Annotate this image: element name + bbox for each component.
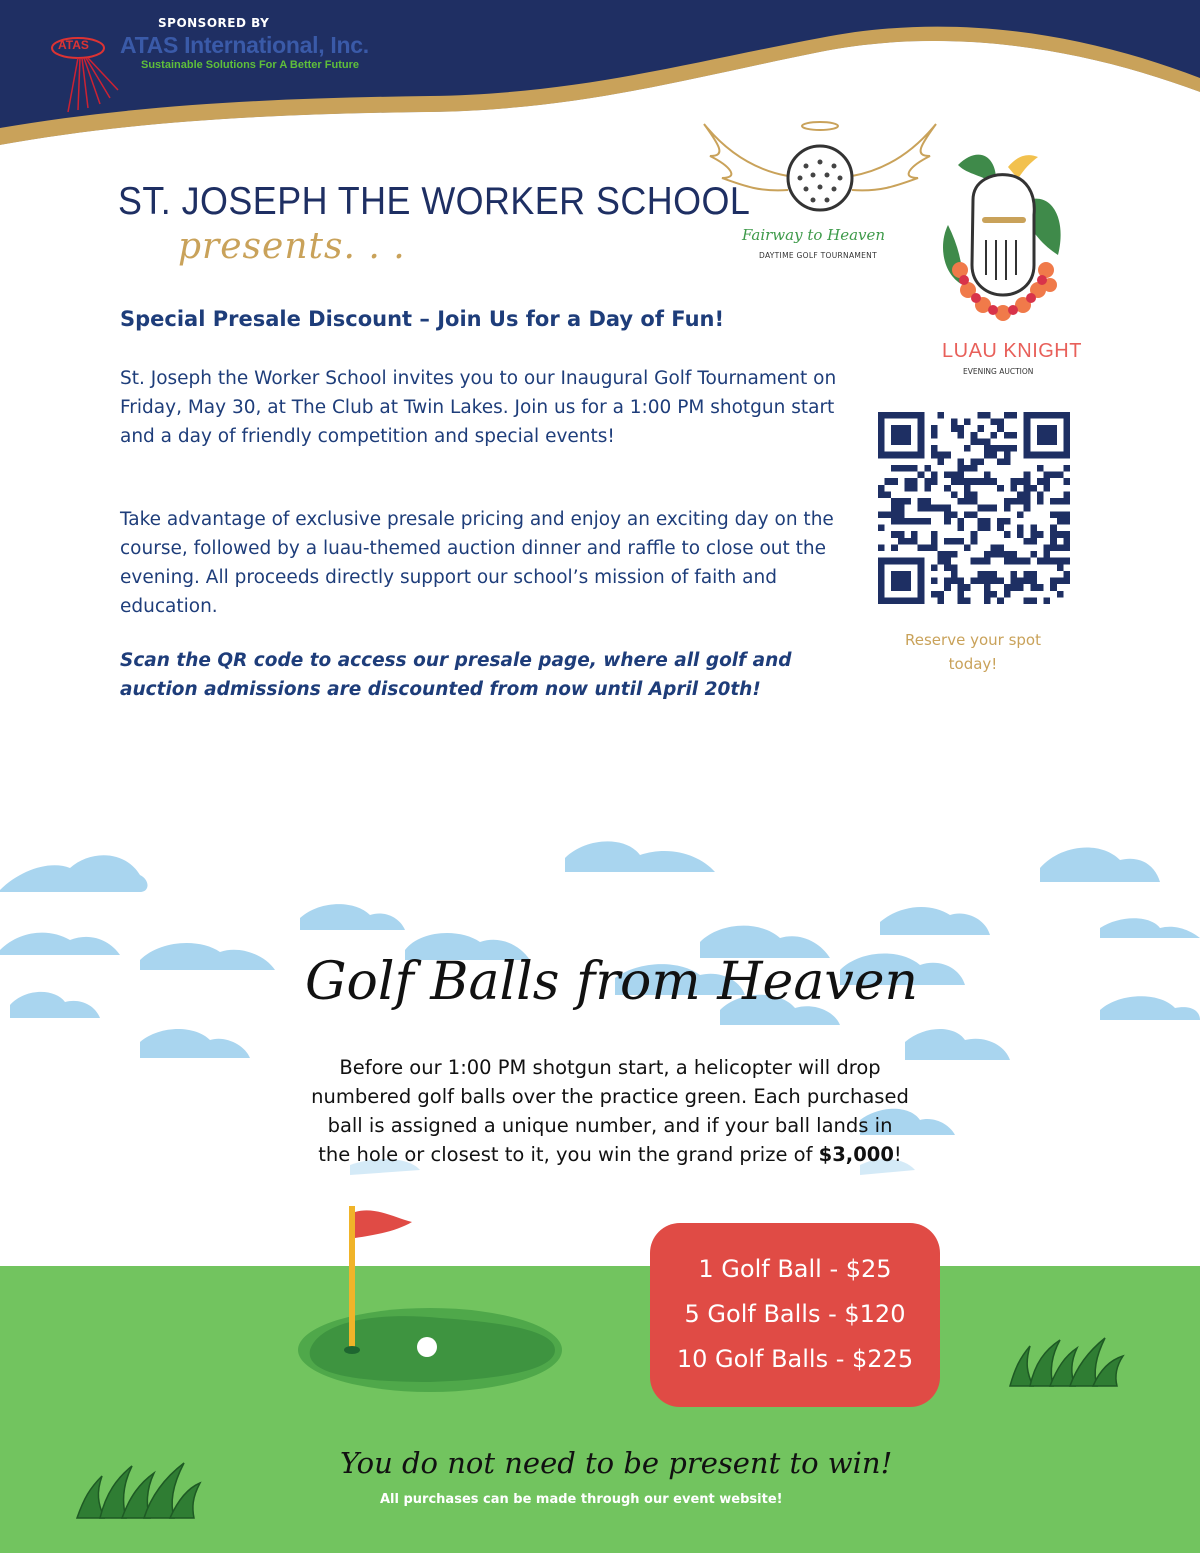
sponsor-tagline: Sustainable Solutions For A Better Future (141, 59, 359, 71)
price-5-balls[interactable]: 5 Golf Balls - $120 (684, 1300, 906, 1328)
grand-prize: $3,000 (818, 1143, 894, 1166)
grass-tuft-icon (1005, 1328, 1125, 1388)
price-1-ball[interactable]: 1 Golf Ball - $25 (698, 1255, 892, 1283)
grass-tuft-icon (72, 1448, 202, 1520)
fairway-logo-title: Fairway to Heaven (742, 226, 886, 244)
golf-balls-description: Before our 1:00 PM shotgun start, a helicopter will drop numbered golf balls over the practice green. Each purchased ball is assigned a unique number, and if your ball lands in the hole or closest to it, you win the grand prize of $3,000! (311, 1056, 909, 1166)
sponsor-label: SPONSORED BY (158, 16, 270, 30)
presale-paragraph-1: St. Joseph the Worker School invites you to our Inaugural Golf Tournament on Friday, May 30, at The Club at Twin Lakes. Join us for a 1:00 PM shotgun start and a day of friendly competition and special events! (120, 368, 837, 447)
price-box (650, 1223, 940, 1407)
purchase-note: All purchases can be made through our event website! (380, 1492, 783, 1507)
price-10-balls[interactable]: 10 Golf Balls - $225 (676, 1345, 914, 1373)
presale-paragraph-2: Take advantage of exclusive presale pricing and enjoy an exciting day on the course, followed by a luau-themed auction dinner and raffle to close out the evening. All proceeds directly support our school’s mission of faith and education. (120, 509, 834, 617)
qr-code[interactable] (878, 412, 1070, 604)
golf-balls-title: Golf Balls from Heaven (305, 952, 918, 1012)
atas-logo-mark: ATAS (58, 38, 89, 52)
presents-text: presents. . . (178, 226, 406, 267)
sponsor-name: ATAS International, Inc. (120, 32, 369, 58)
presale-heading: Special Presale Discount – Join Us for a Day of Fun! (120, 307, 725, 331)
angel-golf-ball-icon (700, 116, 940, 226)
fairway-logo-subtitle: DAYTIME GOLF TOURNAMENT (759, 251, 877, 260)
not-present-note: You do not need to be present to win! (340, 1446, 893, 1480)
scan-note: Scan the QR code to access our presale page, where all golf and auction admissions are discounted from now until April 20th! (120, 650, 792, 700)
knight-helmet-icon (938, 145, 1068, 335)
golf-flag-icon (290, 1200, 570, 1400)
luau-logo-title: LUAU KNIGHT (942, 340, 1082, 362)
reserve-text: Reserve your spot today! (905, 631, 1041, 673)
luau-logo-subtitle: EVENING AUCTION (963, 367, 1034, 376)
school-name: ST. JOSEPH THE WORKER SCHOOL (118, 180, 751, 223)
